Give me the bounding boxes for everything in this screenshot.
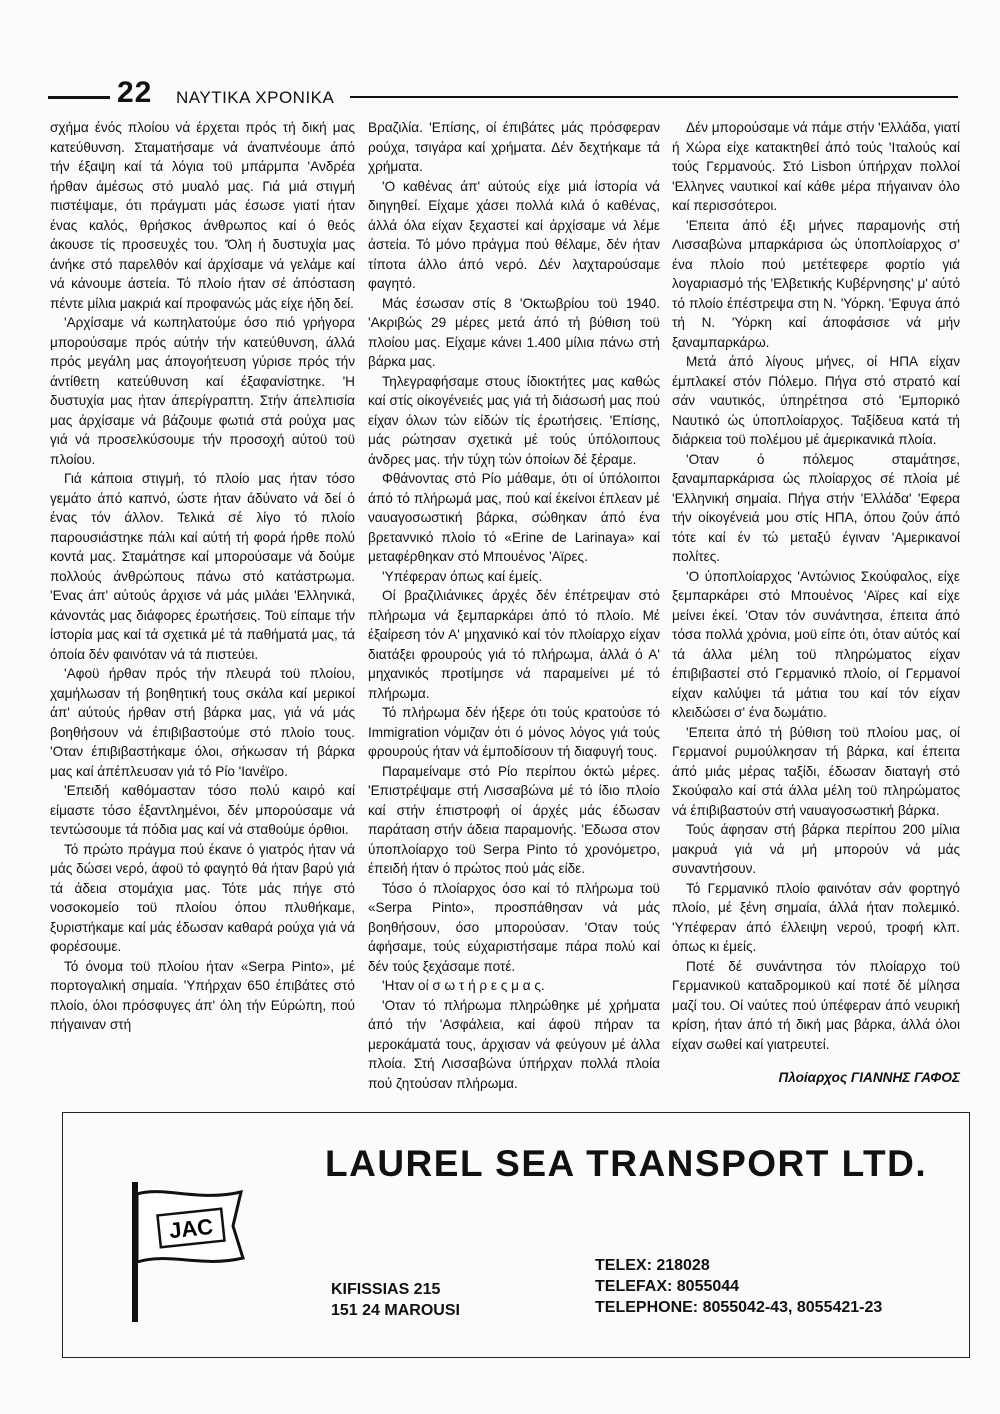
paragraph: Τό όνομα τοϋ πλοίου ήταν «Serpa Pinto», μέ πορτογαλική σημαία. 'Υπήρχαν 650 έπιβάτες στό πλοίο, όλοι πρόσφυγες άπ' όλη τήν Εύρώπη, πού πήγαιναν στή (50, 958, 355, 1032)
paragraph: 'Ο καθένας άπ' αύτούς είχε μιά ίστορία νά διηγηθεί. Είχαμε χάσει πολλά κιλά ό καθένας, άλλά όλα είχαν ξεχαστεί καί άρχίσαμε νά λέμε άστεία. Τό μόνο πράγμα πού θέλαμε, δέν ήταν τίποτα άλλο άπό νερό. Δέν λαχταρούσαμε φαγητό. (368, 178, 660, 291)
paragraph: Ποτέ δέ συνάντησα τόν πλοίαρχο τοϋ Γερμανικοϋ καταδρομικοϋ καί ποτέ δέ μίλησα μαζί του. Οί ναύτες πού ύπέφεραν άπό νευρική κρίση, ήταν άπό τή δική μας βάρκα, άλλά όλοι είχαν σωθεί καί γιατρευτεί. (672, 958, 960, 1052)
paragraph: Τόσο ό πλοίαρχος όσο καί τό πλήρωμα τοϋ «Serpa Pinto», προσπάθησαν νά μάς βοηθήσουν, όσο μπορούσαν. 'Οταν τούς άφήσαμε, τούς εύχαριστήσαμε πάρα πολύ καί δέν τούς ξεχάσαμε ποτέ. (368, 880, 660, 974)
paragraph: Τό πρώτο πράγμα πού έκανε ό γιατρός ήταν νά μάς δώσει νερό, άφοϋ τό φαγητό θά ήταν βαρύ γιά τά άδεια στομάχια μας. Τότε μάς πήγε στό νοσοκομείο τοϋ πλοίου όπου πλυθήκαμε, ξυριστήκαμε καί μάς έδωσαν καθαρά ρούχα γιά νά φορέσουμε. (50, 841, 355, 954)
paragraph: Μάς έσωσαν στίς 8 'Οκτωβρίου τοϋ 1940. 'Ακριβώς 29 μέρες μετά άπό τή βύθιση τοϋ πλοίου μας. Είχαμε κάνει 1.400 μίλια πάνω στή βάρκα μας. (368, 295, 660, 369)
paragraph: 'Οταν ό πόλεμος σταμάτησε, ξαναμπαρκάρισα ώς πλοίαρχος σέ πλοία μέ 'Ελληνική σημαία. Πήγα στήν 'Ελλάδα' 'Εφερα τήν οίκογένειά μου στίς ΗΠΑ, όπου ζούν άπό τότε καί έν τώ μεταξύ έγιναν 'Αμερικανοί πολίτες. (672, 451, 960, 564)
paragraph: Παραμείναμε στό Ρίο περίπου όκτώ μέρες. 'Επιστρέψαμε στή Λισσαβώνα μέ τό ίδιο πλοίο καί στήν έπιστροφή οί άρχές μάς έδωσαν παράταση στήν άδεια παραμονής. 'Εδωσα στον ύποπλοίαρχο τοϋ Serpa Pinto τό χρονόμετρο, έπειδή ήταν ό πρώτος πού μάς είδε. (368, 763, 660, 876)
advertisement-box (62, 1112, 970, 1358)
ad-address (331, 1279, 460, 1321)
ad-company-name: LAUREL SEA TRANSPORT LTD. (325, 1143, 928, 1184)
paragraph: Δέν μπορούσαμε νά πάμε στήν 'Ελλάδα, γιατί ή Χώρα είχε κατακτηθεί άπό τούς 'Ιταλούς καί τούς Γερμανούς. Στό Lisbon ύπήρχαν πολλοί 'Ελληνες ναυτικοί καί κάθε μέρα πήγαιναν όλο καί περισσότεροι. (672, 120, 960, 213)
paragraph: Βραζιλία. 'Επίσης, οί έπιβάτες μάς πρόσφεραν ρούχα, τσιγάρα καί χρήματα. Δέν δεχτήκαμε τά χρήματα. (368, 120, 660, 174)
paragraph: Γιά κάποια στιγμή, τό πλοίο μας ήταν τόσο γεμάτο άπό καπνό, ώστε ήταν άδύνατο νά δεί ό ένας τόν άλλον. Τελικά σέ λίγο τό πλοίο παρουσιάστηκε πάλι καί αύτή τή φορά ήρθε πολύ κοντά μας. Σταμάτησε καί μπορούσαμε νά δούμε πολλούς άνθρώπους πάνω στό κατάστρωμα. 'Ενας άπ' αύτούς άρχισε νά μάς μιλάει 'Ελληνικά, κάνοντάς μας διάφορες έρωτήσεις. Τοϋ είπαμε τήν ίστορία μας καί τά σχετικά μέ τά παθήματά μας, τά όποία δέν φαινόταν νά τά πιστεύει. (50, 471, 355, 662)
paragraph: 'Οταν τό πλήρωμα πληρώθηκε μέ χρήματα άπό τήν 'Ασφάλεια, καί άφοϋ πήραν τα μεροκάματά τους, άρχισαν νά φεύγουν μέ άλλα πλοία. Στή Λισσαβώνα ύπήρχαν πολλά πλοία πού ζητούσαν πλήρωμα. (368, 997, 660, 1091)
article-column-3 (672, 118, 960, 1088)
address-line-1: KIFISSIAS 215 (331, 1281, 441, 1298)
address-line-2: 151 24 MAROUSI (331, 1302, 460, 1319)
telefax: TELEFAX: 8055044 (595, 1278, 740, 1295)
header-rule-right (350, 96, 958, 98)
paragraph: 'Υπέφεραν όπως καί έμείς. (382, 568, 543, 584)
header-rule-left (48, 96, 110, 99)
paragraph: 'Ηταν οί σ ω τ ή ρ ε ς μ α ς. (382, 978, 545, 993)
jac-flag-icon (129, 1176, 249, 1326)
paragraph: 'Επειδή καθόμασταν τόσο πολύ καιρό καί είμαστε τόσο έξαντλημένοι, δέν μπορούσαμε νά τεντώσουμε τά πόδια μας καί νά σταθούμε όρθιοι. (50, 783, 355, 837)
telephone: TELEPHONE: 8055042-43, 8055421-23 (595, 1299, 883, 1316)
telex: TELEX: 218028 (595, 1257, 710, 1274)
paragraph: Οί βραζιλιάνικες άρχές δέν έπέτρεψαν στό πλήρωμα νά ξεμπαρκάρει άπό τό πλοίο. Μέ έξαίρεση τόν Α' μηχανικό καί τόν πλοίαρχο είχαν διατάξει φρουρούς γιά τό πλήρωμα, άλλά ό Α' μηχανικός προτίμησε νά παραμείνει μέ τό πλήρωμα. (368, 588, 660, 701)
paragraph: Τηλεγραφήσαμε στους ίδιοκτήτες μας καθώς καί στίς οίκογένειές μας γιά τή διάσωσή μας πού είχαν όλων τών είδών τίς έρωτήσεις. 'Επίσης, μάς ρώτησαν σχετικά μέ τούς ύπόλοιπους άνδρες μας. τήν τύχη τών όποίων δέ ξέραμε. (368, 373, 660, 467)
paragraph: 'Επειτα άπό τή βύθιση τοϋ πλοίου μας, οί Γερμανοί ρυμούλκησαν τή βάρκα, καί έπειτα άπό μιάς μέρας ταξίδι, έδωσαν διαταγή στό Σκούφαλο καί στά άλλα μέλη τοϋ πληρώματος νά έπιβιβαστούν στή ναυαγοσωστική βάρκα. (672, 724, 960, 818)
paragraph: 'Αρχίσαμε νά κωπηλατούμε όσο πιό γρήγορα μπορούσαμε πρός αύτήν τήν κατεύθυνση, άλλά πρός μεγάλη μας άπογοήτευση γύρισε πρός τήν άντίθετη κατεύθυνση καί έξαφανίστηκε. 'Η δυστυχία μας ήταν άπερίγραπτη. Στήν άπελπισία μας άρχίσαμε νά βάζουμε φωτιά στά ρούχα μας γιά νά προσελκύσουμε τήν προσοχή αύτοϋ τοϋ πλοίου. (50, 315, 355, 467)
author-signature: Πλοίαρχος ΓΙΑΝΝΗΣ ΓΑΦΟΣ (778, 1070, 960, 1085)
paragraph: Μετά άπό λίγους μήνες, οί ΗΠΑ είχαν έμπλακεί στόν Πόλεμο. Πήγα στό στρατό καί σάν ναυτικός, ύπηρέτησα στό 'Εμπορικό Ναυτικό ώς ύποπλοίαρχος. Ταξίδευα κατά τή διάρκεια τοϋ πολέμου μέ άμερικανικά πλοία. (672, 354, 960, 447)
paragraph: σχήμα ένός πλοίου νά έρχεται πρός τή δική μας κατεύθυνση. Σταματήσαμε νά άναπνέουμε άπό τήν έξαψη καί τά λόγια τοϋ μπάρμπα 'Ανδρέα ήρθαν άμέσως στό μυαλό μας. Γιά μιά στιγμή πιστέψαμε, ότι πράγματι μάς έσωσε γιατί ήταν ένας καλός, θρήσκος άνθρωπος καί ό θεός άκουσε τίς προσευχές του. 'Όλη ή δυστυχία μας άνήκε στό παρελθόν καί άρχίσαμε νά γελάμε καί νά κάνουμε άστεία. Τό πλοίο ήταν σέ άπόσταση πέντε μίλια μακριά καί προφανώς μάς είχε ήδη δεί. (50, 120, 355, 311)
paragraph: Τό πλήρωμα δέν ήξερε ότι τούς κρατούσε τό Immigration νόμιζαν ότι ό μόνος λόγος γιά τούς φρουρούς ήταν νά έμποδίσουν τή διαφυγή τους. (368, 705, 660, 759)
paragraph: 'Ο ύποπλοίαρχος 'Αντώνιος Σκούφαλος, είχε ξεμπαρκάρει στό Μπουένος 'Αϊρες καί είχε μείνει έκεί. 'Οταν τόν συνάντησα, έπειτα άπό τόσα πολλά χρόνια, μοϋ είπε ότι, όταν αύτός καί τά άλλα μέλη τοϋ πληρώματος είχαν έπιβιβαστεί στό Γερμανικό πλοίο, οί Γερμανοί είχαν καλύψει τά μάτια του καί τόν είχαν κλειδώσει σ' ένα δωμάτιο. (672, 568, 960, 720)
paragraph: Τούς άφησαν στή βάρκα περίπου 200 μίλια μακρυά γιά νά μή μπορούν νά μάς συναντήσουν. (672, 822, 960, 876)
ad-contacts (595, 1255, 882, 1318)
paragraph: Φθάνοντας στό Ρίο μάθαμε, ότι οί ύπόλοιποι άπό τό πλήρωμά μας, πού καί έκείνοι έπλεαν μέ ναυαγοσωστική βάρκα, σώθηκαν άπό ένα βρεταννικό πλοίο τό «Erine de Larinaya» καί μεταφέρθηκαν στό Μπουένος 'Αϊρες. (368, 471, 660, 564)
article-column-2 (368, 118, 660, 1093)
paragraph: 'Αφοϋ ήρθαν πρός τήν πλευρά τοϋ πλοίου, χαμήλωσαν τή βοηθητική τους σκάλα καί μερικοί άπ' αύτούς ήρθαν στή βάρκα μας, γιά νά μάς βοηθήσουν νά έπιβιβαστούμε στό πλοίο τους. 'Οταν έπιβιβαστήκαμε όλοι, σήκωσαν τή βάρκα μας καί άπέπλευσαν γιά τό Ρίο 'Ιανέϊρο. (50, 666, 355, 779)
paragraph: 'Επειτα άπό έξι μήνες παραμονής στή Λισσαβώνα μπαρκάρισα ώς ύποπλοίαρχος σ' ένα πλοίο πού μετέτεφερε φορτίο γιά λογαριασμό τής 'Ελβετικής Κυβέρνησης' μ' αύτό τό πλοίο έπέστρεψα στη Ν. 'Υόρκη. 'Εφυγα άπό τή Ν. 'Υόρκη καί άποφάσισε νά μήν ξαναμπαρκάρω. (672, 217, 960, 350)
paragraph: Τό Γερμανικό πλοίο φαινόταν σάν φορτηγό πλοίο, μέ ξένη σημαία, άλλά ήταν πολεμικό. 'Υπέφεραν άπό έλλειψη νερού, τροφή κλπ. όπως κι έμείς. (672, 880, 960, 954)
page-number: 22 (117, 76, 153, 109)
publication-title: ΝΑΥΤΙΚΑ ΧΡΟΝΙΚΑ (176, 88, 335, 107)
article-column-1 (50, 118, 355, 1035)
flag-label: JAC (167, 1213, 215, 1244)
